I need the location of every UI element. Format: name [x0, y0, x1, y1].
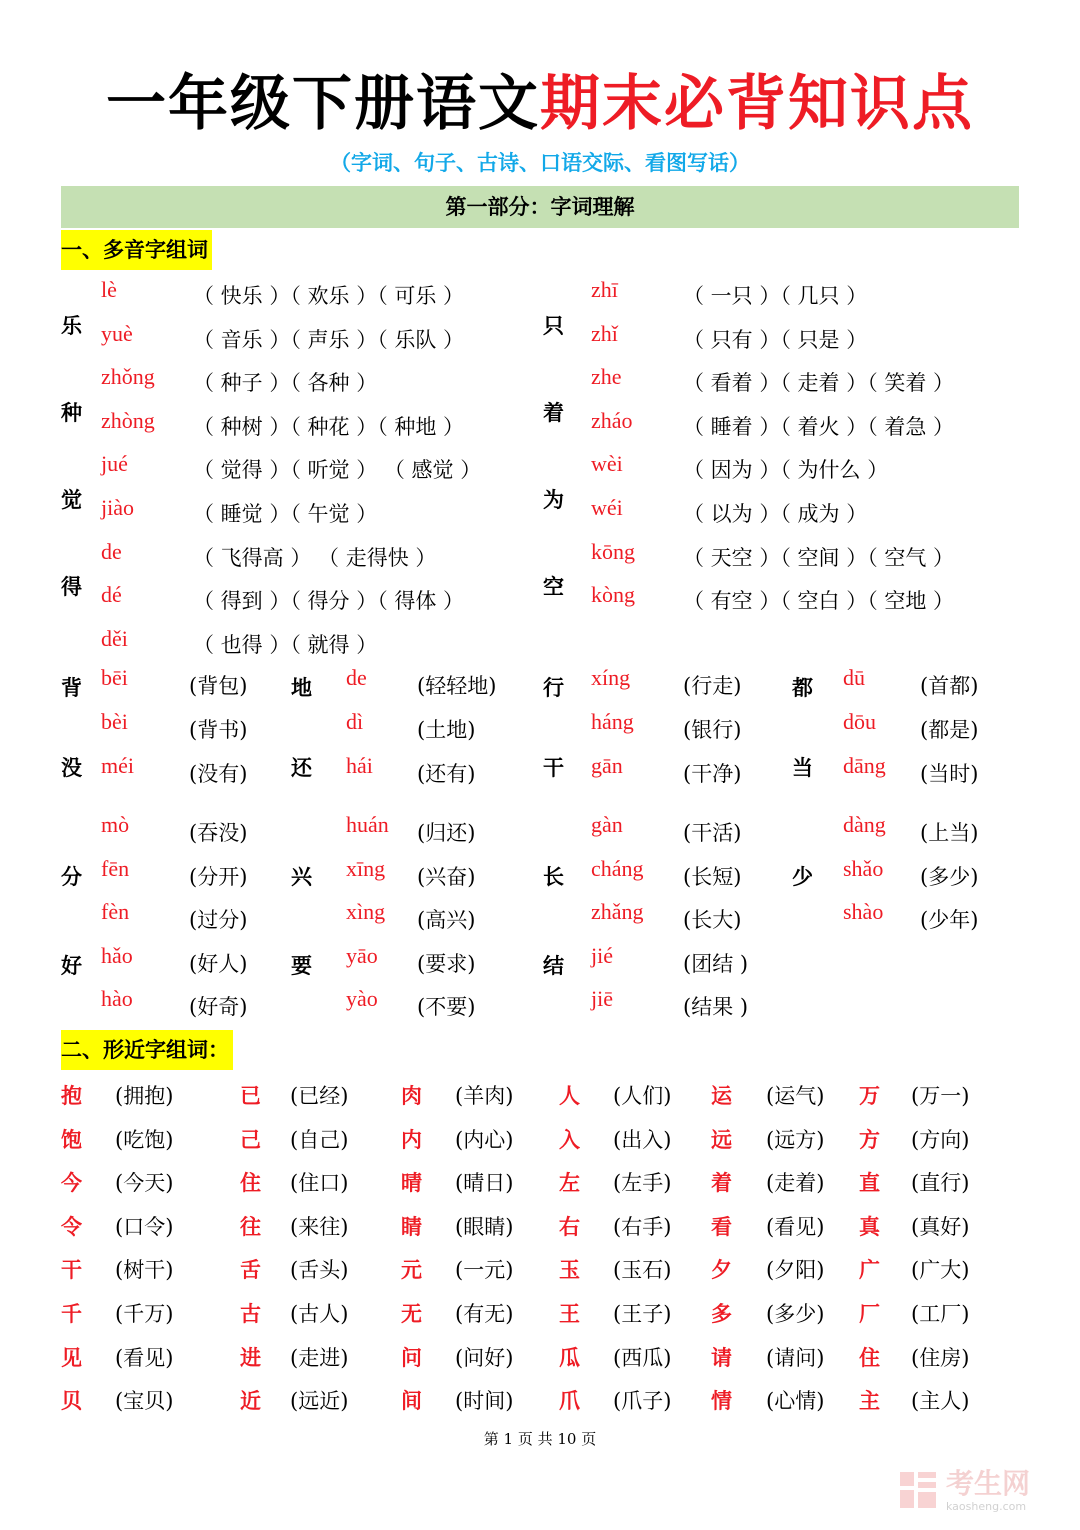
similar-word: (时间) [455, 1389, 514, 1414]
pinyin: jiào [101, 495, 134, 520]
similar-word: (远方) [766, 1127, 825, 1152]
pinyin: zhī [591, 277, 618, 302]
similar-char: 厂 [859, 1301, 880, 1326]
similar-word: (方向) [911, 1127, 970, 1152]
similar-word: (广大) [911, 1258, 970, 1283]
similar-word: (晴日) [455, 1171, 514, 1196]
similar-char: 玉 [559, 1257, 580, 1283]
similar-word: (自己) [290, 1127, 349, 1152]
similar-word: (工厂) [911, 1302, 970, 1326]
similar-word: (右手) [613, 1214, 672, 1239]
similar-char: 夕 [711, 1257, 732, 1283]
logo-url: kaosheng.com [946, 1500, 1027, 1513]
word-group: （ 也得 ）（ 就得 ） [193, 632, 378, 657]
word-group: (归还) [417, 821, 476, 845]
word-group: （ 只有 ）（ 只是 ） [683, 327, 868, 352]
similar-word: (口令) [115, 1214, 174, 1239]
similar-char: 多 [711, 1301, 732, 1326]
word-group: （ 一只 ）（ 几只 ） [683, 284, 868, 308]
similar-word: (多少) [766, 1302, 825, 1326]
similar-char: 直 [859, 1170, 880, 1196]
word-group: (干活) [683, 821, 742, 845]
word-group: （ 种树 ）（ 种花 ）（ 种地 ） [193, 414, 465, 439]
similar-char: 广 [859, 1257, 880, 1283]
word-group: (吞没) [189, 821, 248, 845]
pinyin: fèn [101, 899, 130, 924]
similar-word: (走着) [766, 1171, 825, 1196]
pinyin: gān [591, 753, 623, 778]
similar-word: (直行) [911, 1171, 970, 1196]
similar-char: 右 [559, 1213, 580, 1239]
word-group: (过分) [189, 908, 248, 932]
word-group: (上当) [920, 821, 979, 845]
similar-char: 近 [240, 1388, 261, 1414]
pinyin: háng [591, 709, 634, 734]
grid-char: 长 [543, 864, 564, 889]
word-group: (干净) [683, 762, 742, 786]
similar-word: (来往) [290, 1214, 349, 1239]
similar-char: 人 [559, 1083, 580, 1108]
word-group: (兴奋) [417, 865, 476, 889]
pinyin: fēn [101, 856, 130, 881]
similar-char: 内 [401, 1126, 422, 1152]
similar-char: 往 [240, 1213, 261, 1239]
similar-char: 见 [61, 1344, 82, 1370]
word-group: （ 看着 ）（ 走着 ）（ 笑着 ） [683, 371, 955, 396]
grid-char: 要 [291, 953, 312, 978]
similar-char: 问 [401, 1344, 422, 1370]
similar-word: (主人) [911, 1389, 970, 1414]
similar-word: (住房) [911, 1345, 970, 1370]
word-group: (要求) [417, 952, 476, 976]
similar-word: (吃饱) [115, 1127, 174, 1152]
similar-char: 肉 [401, 1083, 422, 1108]
pinyin: xíng [591, 665, 631, 690]
pinyin: jié [591, 943, 613, 968]
similar-char: 进 [240, 1344, 261, 1370]
word-group: （ 睡觉 ）（ 午觉 ） [193, 502, 378, 526]
pinyin: dé [101, 582, 122, 608]
grid-char: 结 [543, 953, 564, 978]
pinyin: kòng [591, 582, 635, 608]
pinyin: hái [346, 753, 373, 778]
word-group: (高兴) [417, 908, 476, 932]
grid-char: 少 [792, 864, 813, 889]
word-group: (分开) [189, 865, 248, 889]
pinyin: zhǎng [591, 899, 644, 924]
kaosheng-logo-icon [898, 1468, 938, 1512]
similar-word: (运气) [766, 1084, 825, 1108]
grid-char: 背 [61, 675, 82, 700]
similar-word: (万一) [911, 1084, 970, 1108]
poly-char: 只 [543, 312, 564, 338]
similar-word: (内心) [455, 1127, 514, 1152]
similar-char: 己 [240, 1126, 261, 1152]
word-group: （ 飞得高 ） （ 走得快 ） [193, 545, 437, 570]
heading-polyphonic: 一、多音字组词 [61, 230, 212, 270]
similar-word: (西瓜) [613, 1345, 672, 1370]
poly-char: 得 [61, 574, 82, 600]
similar-word: (今天) [115, 1171, 174, 1196]
similar-word: (看见) [766, 1214, 825, 1239]
word-group: (结果 ) [683, 995, 749, 1019]
word-group: (还有) [417, 762, 476, 786]
poly-char: 种 [61, 400, 82, 425]
word-group: (好奇) [189, 995, 248, 1019]
heading-similar-chars: 二、形近字组词： [61, 1030, 233, 1070]
similar-char: 住 [240, 1170, 261, 1196]
poly-char: 空 [543, 574, 564, 600]
similar-char: 贝 [61, 1388, 82, 1414]
similar-char: 方 [859, 1126, 880, 1152]
pinyin: cháng [591, 856, 644, 881]
similar-char: 今 [61, 1170, 82, 1196]
pinyin: huán [346, 812, 389, 837]
similar-char: 饱 [61, 1126, 82, 1152]
word-group: （ 得到 ）（ 得分 ）（ 得体 ） [193, 589, 465, 614]
pinyin: de [346, 665, 367, 690]
grid-char: 行 [543, 675, 564, 700]
word-group: (都是) [920, 718, 979, 742]
similar-char: 请 [711, 1344, 732, 1370]
similar-word: (拥抱) [115, 1084, 174, 1108]
similar-char: 舌 [240, 1257, 261, 1283]
word-group: (银行) [683, 718, 742, 742]
word-group: (行走) [683, 674, 742, 698]
word-group: （ 睡着 ）（ 着火 ）（ 着急 ） [683, 414, 955, 439]
pinyin: de [101, 538, 122, 564]
title-red: 期末必背知识点 [540, 69, 974, 139]
similar-char: 无 [401, 1301, 422, 1326]
similar-char: 左 [559, 1170, 580, 1196]
page-title [0, 62, 1080, 146]
pinyin: xīng [346, 856, 386, 881]
pinyin: yuè [101, 320, 133, 346]
pinyin: yāo [346, 943, 378, 968]
pinyin: wéi [591, 495, 623, 520]
grid-char: 没 [61, 755, 82, 780]
pinyin: yào [346, 986, 378, 1011]
similar-word: (眼睛) [455, 1214, 514, 1239]
pinyin: dàng [843, 812, 886, 837]
similar-word: (问好) [455, 1345, 514, 1370]
pinyin: shào [843, 899, 884, 924]
similar-word: (左手) [613, 1171, 672, 1196]
similar-word: (夕阳) [766, 1258, 825, 1283]
similar-word: (千万) [115, 1302, 174, 1326]
similar-word: (舌头) [290, 1258, 349, 1283]
grid-char: 兴 [291, 864, 312, 889]
word-group: (不要) [417, 995, 476, 1019]
word-group: （ 种子 ）（ 各种 ） [193, 371, 378, 396]
pinyin: zhòng [101, 407, 155, 433]
similar-word: (看见) [115, 1345, 174, 1370]
grid-char: 还 [291, 755, 312, 780]
section-title-bar: 第一部分：字词理解 [61, 186, 1019, 228]
word-group: (当时) [920, 762, 979, 786]
similar-word: (玉石) [613, 1258, 672, 1283]
pinyin: zhǒng [101, 364, 155, 390]
similar-char: 住 [859, 1344, 880, 1370]
pinyin: děi [101, 625, 128, 651]
word-group: (少年) [920, 908, 979, 932]
pinyin: hào [101, 986, 133, 1011]
word-group: (轻轻地) [417, 674, 497, 698]
similar-word: (宝贝) [115, 1389, 174, 1414]
pinyin: lè [101, 277, 117, 302]
pinyin: xìng [346, 899, 386, 924]
word-group: （ 有空 ）（ 空白 ）（ 空地 ） [683, 589, 955, 614]
similar-word: (真好) [911, 1214, 970, 1239]
similar-char: 爪 [559, 1388, 580, 1414]
pinyin: zhe [591, 364, 622, 390]
similar-char: 运 [711, 1083, 732, 1108]
similar-word: (树干) [115, 1258, 174, 1283]
similar-word: (古人) [290, 1302, 349, 1326]
grid-char: 好 [61, 953, 82, 978]
grid-char: 干 [543, 755, 564, 780]
similar-char: 睛 [401, 1213, 422, 1239]
word-group: (土地) [417, 718, 476, 742]
similar-word: (出入) [613, 1127, 672, 1152]
pinyin: zháo [591, 407, 633, 433]
page-subtitle: （字词、句子、古诗、口语交际、看图写话） [330, 150, 750, 175]
similar-char: 万 [859, 1083, 880, 1108]
similar-char: 元 [401, 1257, 422, 1283]
grid-char: 都 [792, 675, 813, 700]
pinyin: bēi [101, 665, 128, 690]
similar-char: 晴 [401, 1170, 422, 1196]
word-group: （ 觉得 ）（ 听觉 ） （ 感觉 ） [193, 458, 482, 483]
word-group: (长短) [683, 865, 742, 889]
pinyin: méi [101, 753, 134, 778]
similar-char: 瓜 [559, 1344, 580, 1370]
similar-char: 主 [859, 1388, 880, 1414]
similar-word: (请问) [766, 1345, 825, 1370]
poly-char: 为 [543, 487, 564, 513]
similar-word: (走进) [290, 1345, 349, 1370]
word-group: （ 天空 ）（ 空间 ）（ 空气 ） [683, 545, 955, 570]
similar-word: (远近) [290, 1389, 349, 1414]
logo-text: 考生网 [946, 1467, 1031, 1500]
word-group: (首都) [920, 674, 979, 698]
similar-char: 远 [711, 1126, 732, 1152]
pinyin: zhǐ [591, 320, 618, 346]
pinyin: bèi [101, 709, 128, 734]
similar-char: 抱 [61, 1083, 82, 1108]
similar-char: 入 [559, 1126, 580, 1152]
similar-char: 令 [61, 1213, 82, 1239]
similar-word: (已经) [290, 1084, 349, 1108]
word-group: (背书) [189, 718, 248, 742]
word-group: （ 以为 ）（ 成为 ） [683, 502, 868, 526]
pinyin: dōu [843, 709, 876, 734]
similar-char: 干 [61, 1257, 82, 1283]
similar-char: 已 [240, 1083, 261, 1108]
grid-char: 分 [61, 864, 82, 889]
pinyin: dū [843, 665, 865, 690]
similar-char: 真 [859, 1213, 880, 1239]
similar-word: (一元) [455, 1258, 514, 1283]
poly-char: 乐 [61, 312, 82, 338]
similar-char: 着 [711, 1170, 732, 1196]
pinyin: dì [346, 709, 364, 734]
similar-char: 千 [61, 1301, 82, 1326]
similar-word: (羊肉) [455, 1084, 514, 1108]
similar-char: 情 [711, 1388, 732, 1414]
poly-char: 觉 [61, 487, 82, 513]
pinyin: jiē [591, 986, 613, 1011]
word-group: （ 音乐 ）（ 声乐 ）（ 乐队 ） [193, 327, 465, 352]
pinyin: hǎo [101, 943, 133, 968]
pinyin: dāng [843, 753, 886, 778]
similar-word: (住口) [290, 1171, 349, 1196]
poly-char: 着 [543, 400, 564, 425]
pinyin: gàn [591, 812, 623, 837]
similar-char: 古 [240, 1301, 261, 1326]
similar-char: 王 [559, 1301, 580, 1326]
pinyin: kōng [591, 538, 635, 564]
word-group: (长大) [683, 908, 742, 932]
word-group: (好人) [189, 952, 248, 976]
word-group: (团结 ) [683, 952, 749, 976]
similar-char: 间 [401, 1388, 422, 1414]
page-footer: 第 1 页 共 10 页 [483, 1430, 597, 1448]
word-group: （ 因为 ）（ 为什么 ） [683, 458, 889, 483]
pinyin: shǎo [843, 856, 884, 881]
similar-word: (人们) [613, 1084, 672, 1108]
grid-char: 地 [291, 675, 312, 700]
title-black: 一年级下册语文 [106, 69, 540, 139]
similar-word: (有无) [455, 1302, 514, 1326]
pinyin: wèi [591, 451, 623, 477]
pinyin: mò [101, 812, 130, 837]
similar-word: (心情) [766, 1389, 825, 1414]
word-group: (多少) [920, 865, 979, 889]
kaosheng-logo [898, 1468, 1063, 1518]
grid-char: 当 [792, 755, 813, 780]
word-group: (没有) [189, 762, 248, 786]
similar-word: (王子) [613, 1302, 672, 1326]
word-group: （ 快乐 ）（ 欢乐 ）（ 可乐 ） [193, 284, 465, 308]
similar-char: 看 [711, 1213, 732, 1239]
word-group: (背包) [189, 674, 248, 698]
similar-word: (爪子) [613, 1389, 672, 1414]
pinyin: jué [101, 451, 128, 477]
